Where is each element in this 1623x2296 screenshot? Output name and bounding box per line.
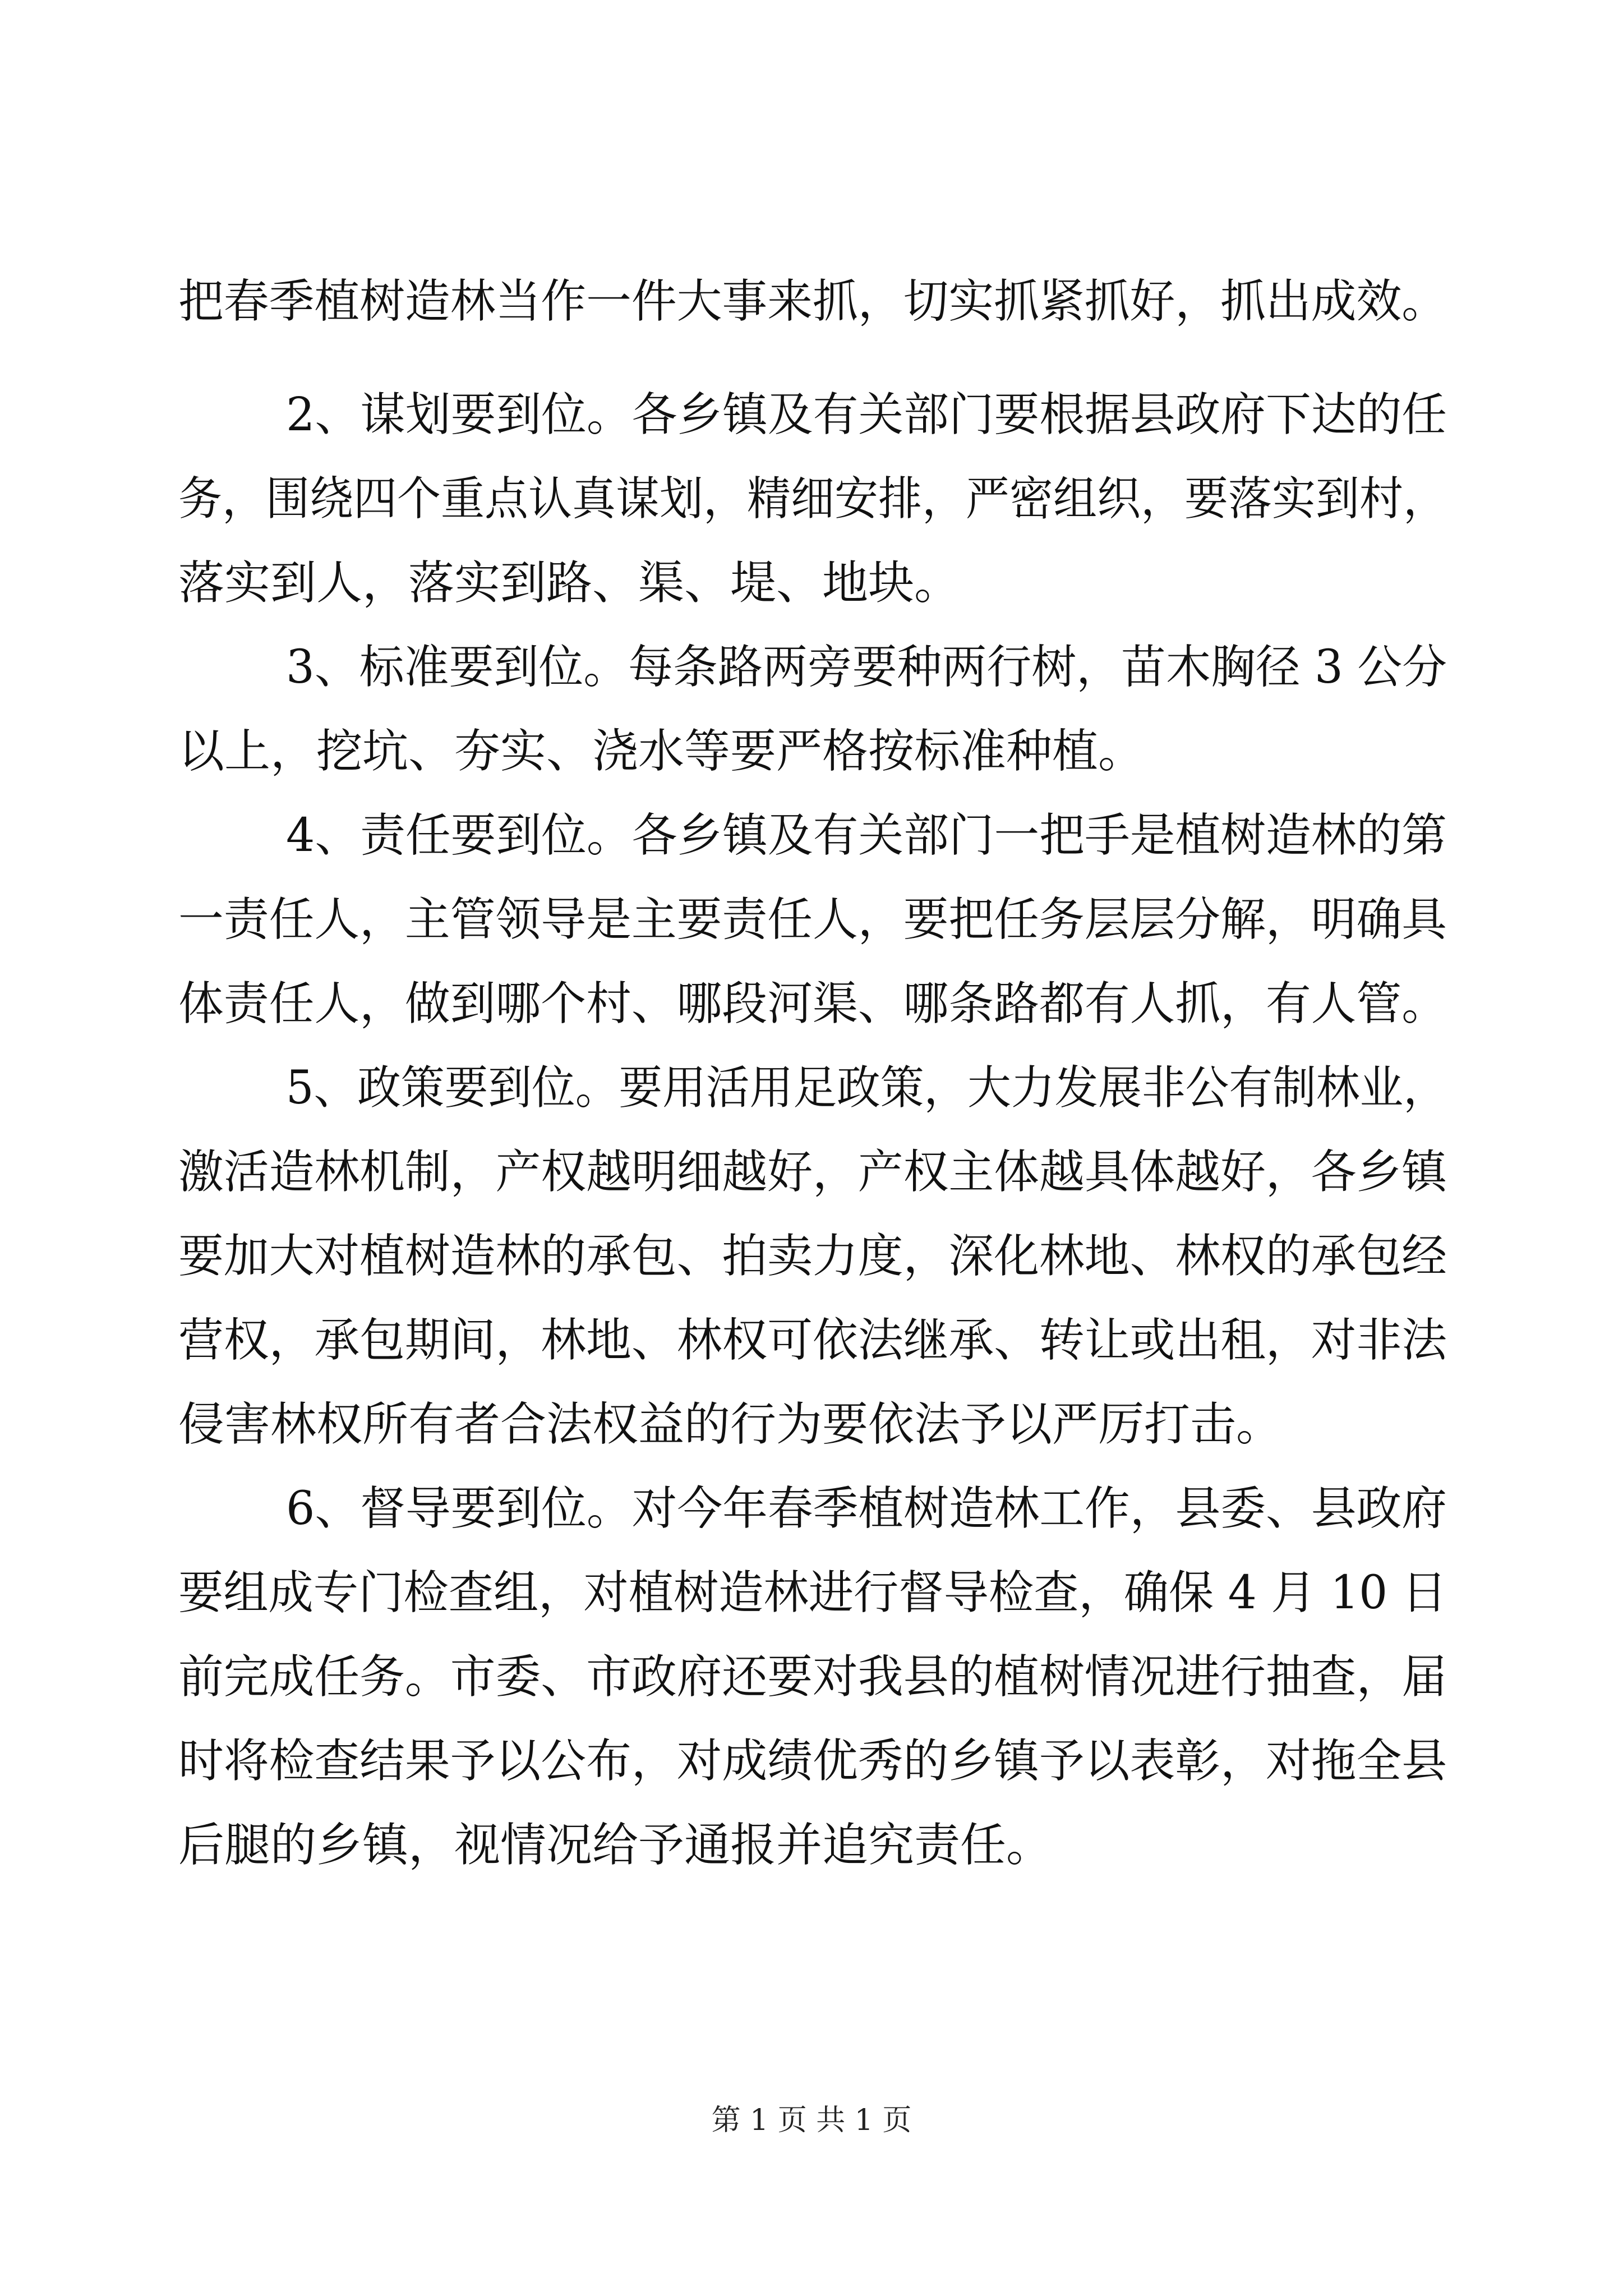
line-text: 时将检查结果予以公布，对成绩优秀的乡镇予以表彰，对拖全县 <box>178 1734 1447 1788</box>
text-line <box>0 1296 1623 1386</box>
line-text: 前完成任务。市委、市政府还要对我县的植树情况进行抽查，届 <box>178 1650 1447 1704</box>
text-line <box>0 1380 1623 1470</box>
text-line <box>0 1043 1623 1133</box>
line-text: 要加大对植树造林的承包、拍卖力度，深化林地、林权的承包经 <box>178 1230 1447 1283</box>
text-line <box>0 875 1623 965</box>
line-text: 2、谋划要到位。各乡镇及有关部门要根据县政府下达的任 <box>286 388 1447 441</box>
line-text: 5、政策要到位。要用活用足政策，大力发展非公有制林业， <box>286 1061 1447 1115</box>
line-text: 落实到人，落实到路、渠、堤、地块。 <box>178 556 961 610</box>
text-line <box>0 1128 1623 1217</box>
text-line <box>0 454 1623 544</box>
text-line <box>0 257 1623 347</box>
line-text: 激活造林机制，产权越明细越好，产权主体越具体越好，各乡镇 <box>178 1145 1447 1199</box>
line-text: 6、督导要到位。对今年春季植树造林工作，县委、县政府 <box>286 1482 1447 1535</box>
text-line <box>0 1464 1623 1554</box>
line-text: 体责任人，做到哪个村、哪段河渠、哪条路都有人抓，有人管。 <box>178 977 1447 1030</box>
text-line <box>0 1632 1623 1722</box>
text-line <box>0 1212 1623 1301</box>
page-footer <box>0 2098 1623 2143</box>
text-line <box>0 1548 1623 1638</box>
text-line <box>0 791 1623 881</box>
page-number: 第 1 页 共 1 页 <box>711 2104 912 2137</box>
line-text: 3、标准要到位。每条路两旁要种两行树，苗木胸径 3 公分 <box>286 641 1447 694</box>
line-text: 把春季植树造林当作一件大事来抓，切实抓紧抓好，抓出成效。 <box>178 275 1447 328</box>
text-line <box>0 959 1623 1049</box>
text-line <box>0 623 1623 712</box>
text-line <box>0 1801 1623 1890</box>
line-text: 后腿的乡镇，视情况给予通报并追究责任。 <box>178 1819 1053 1872</box>
text-line <box>0 707 1623 797</box>
line-text: 营权，承包期间，林地、林权可依法继承、转让或出租，对非法 <box>178 1314 1447 1367</box>
line-text: 4、责任要到位。各乡镇及有关部门一把手是植树造林的第 <box>286 809 1447 862</box>
text-line <box>0 1717 1623 1806</box>
line-text: 要组成专门检查组，对植树造林进行督导检查，确保 4 月 10 日 <box>178 1566 1447 1619</box>
line-text: 以上，挖坑、夯实、浇水等要严格按标准种植。 <box>178 725 1145 778</box>
line-text: 侵害林权所有者合法权益的行为要依法予以严厉打击。 <box>178 1398 1283 1451</box>
text-line <box>0 539 1623 628</box>
line-text: 务，围绕四个重点认真谋划，精细安排，严密组织，要落实到村， <box>178 472 1447 526</box>
line-text: 一责任人，主管领导是主要责任人，要把任务层层分解，明确具 <box>178 893 1447 946</box>
text-line <box>0 370 1623 460</box>
